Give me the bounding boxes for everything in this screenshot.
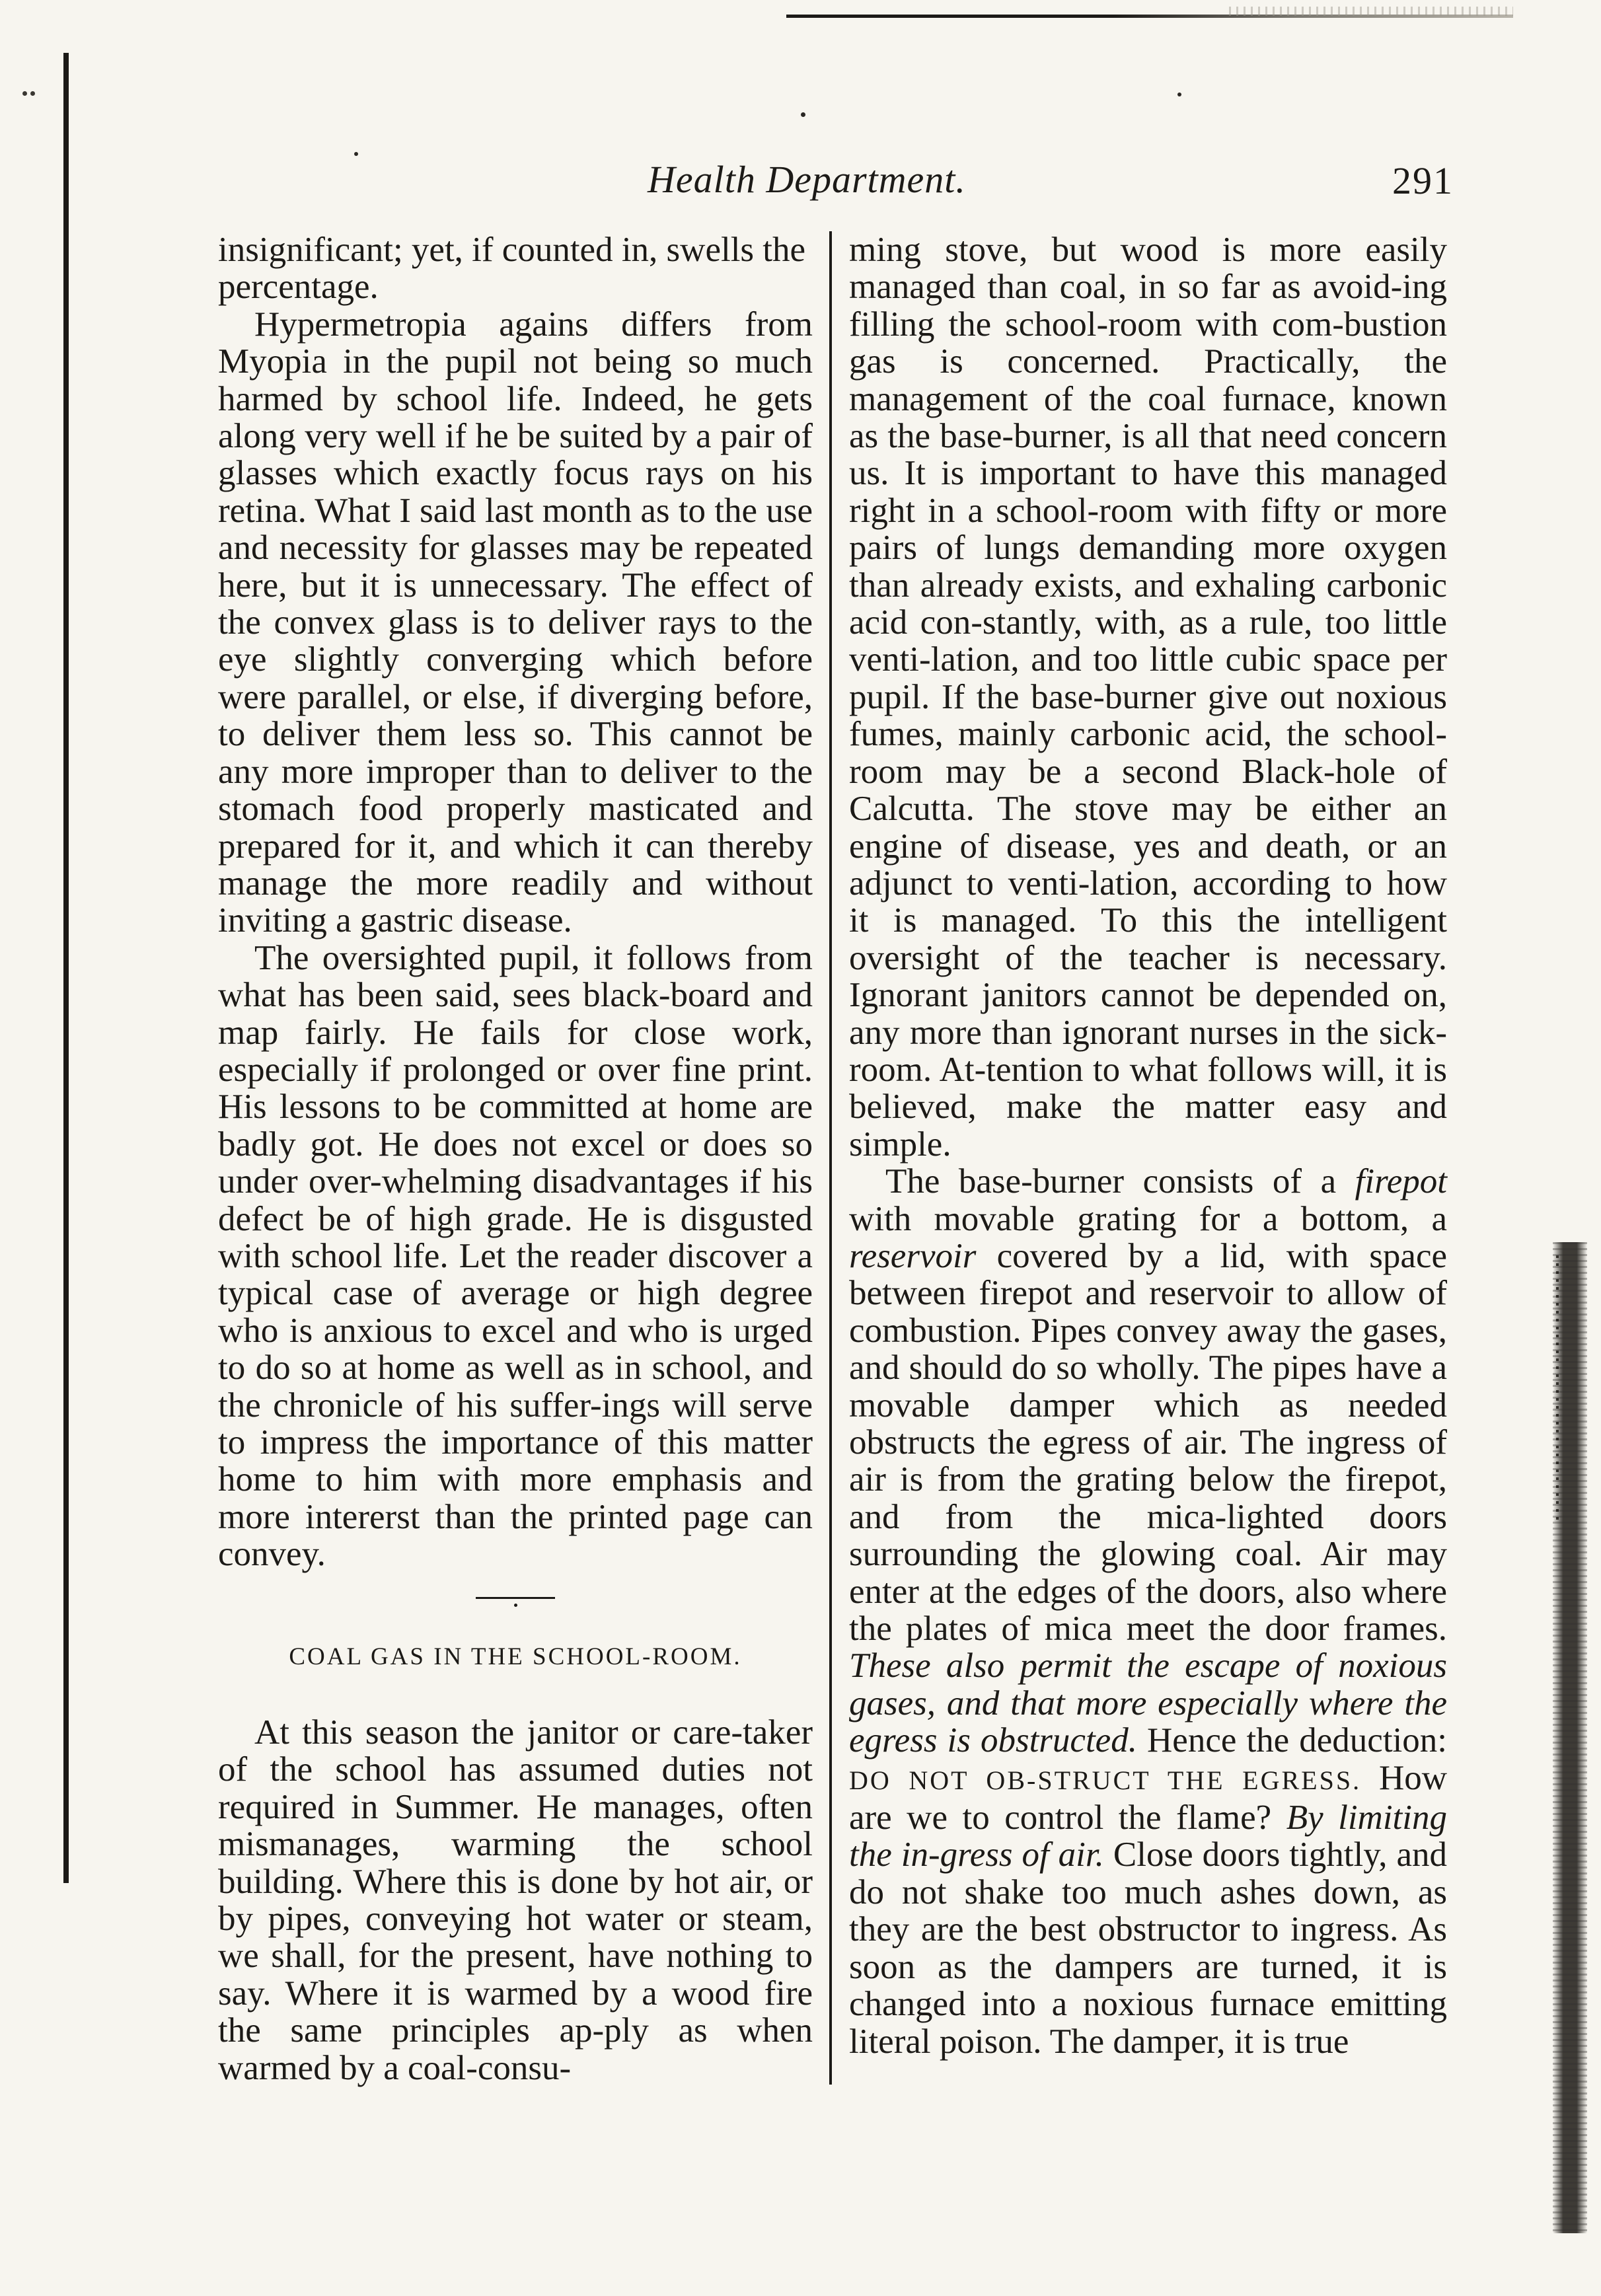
speck <box>354 152 358 156</box>
text-run: Hence the deduction: <box>1147 1721 1447 1760</box>
running-head <box>648 157 1454 217</box>
running-title: Health Department. <box>648 158 966 201</box>
paragraph: The oversighted pupil, it follows from what has been said, sees black-board and map fairly. He fails for close work, especially if prolonged or over fine print. His lessons to be committed at home are badly got. He does not excel or does so under over-whelming disadvantages if his defect be of high grade. He is disgusted with school life. Let the reader discover a typical case of average or high degree who is anxious to excel and who is urged to do so at home as well as in school, and the chronicle of his suffer-ings will serve to impress the importance of this matter home to him with more emphasis and more intererst than the printed page can convey. <box>218 938 813 1574</box>
text-run: How are we to control the flame? <box>849 1758 1447 1837</box>
small-caps-emphasis: DO NOT OB-STRUCT THE EGRESS. <box>849 1765 1362 1795</box>
paragraph <box>849 1163 1447 2060</box>
left-column <box>218 231 813 2087</box>
paragraph: insignificant; yet, if counted in, swells the percentage. <box>218 231 806 307</box>
left-margin-mark <box>22 91 38 103</box>
text-run: Close doors tightly, and do not shake too much ashes down, as they are the best obstructor to ingress. As soon as the dampers are turned, it is changed into a noxious furnace emitting literal poison. The damper, it is true <box>849 1835 1448 2061</box>
text-run: covered by a lid, with space between firepot and reservoir to allow of combustion. Pipes convey away the gases, and should do so wholly. The pipes have a movable damper which as needed obstructs the egress of air. The ingress of air is from the grating below the firepot, and from the mica-lighted doors surrounding the glowing coal. Air may enter at the edges of the doors, also where the plates of mica meet the door frames. <box>849 1236 1447 1648</box>
text-run: with movable grating for a bottom, a <box>849 1199 1447 1238</box>
right-edge-scan-artifact <box>1553 1242 1587 2233</box>
italic-emphasis: By limiting the in-gress of air. <box>849 1798 1448 1874</box>
paragraph: At this season the janitor or care-taker of the school has assumed duties not required in Summer. He manages, often mismanages, warming the school building. Where this is done by hot air, or by pipes, conveying hot water or steam, we shall, for the present, have nothing to say. Where it is warmed by a wood fire the same principles ap-ply as when warmed by a coal-consu- <box>218 1713 813 2087</box>
text-run: The base-burner consists of a <box>885 1162 1337 1201</box>
italic-term-firepot: firepot <box>1355 1162 1447 1201</box>
page-number: 291 <box>1392 159 1454 202</box>
section-divider <box>476 1597 555 1599</box>
speck <box>801 112 805 117</box>
section-heading: COAL GAS IN THE SCHOOL-ROOM. <box>289 1643 742 1670</box>
paragraph: Hypermetropia agains differs from Myopia in the pupil not being so much harmed by school life. Indeed, he gets along very well if he be suited by a pair of glasses which exactly focus rays on his retina. What I said last month as to the use and necessity for glasses may be repeated here, but it is unnecessary. The effect of the convex glass is to deliver rays to the eye slightly converging which before were parallel, or else, if diverging before, to deliver them less so. This cannot be any more improper than to deliver to the stomach food properly masticated and prepared for it, and which it can thereby manage the more readily and without inviting a gastric disease. <box>218 305 813 940</box>
italic-term-reservoir: reservoir <box>849 1236 977 1275</box>
paragraph: ming stove, but wood is more easily managed than coal, in so far as avoid-ing filling the school-room with com-bustion gas is concerned. Practically, the management of the coal furnace, known as the base-burner, is all that need concern us. It is important to have this managed right in a school-room with fifty or more pairs of lungs demanding more oxygen than already exists, and exhaling carbonic acid con-stantly, with, as a rule, too little venti-lation, and too little cubic space per pupil. If the base-burner give out noxious fumes, mainly carbonic acid, the school-room may be a second Black-hole of Calcutta. The stove may be either an engine of disease, yes and death, or an adjunct to venti-lation, according to how it is managed. To this the intelligent oversight of the teacher is necessary. Ignorant janitors cannot be depended on, any more than ignorant nurses in the sick-room. At-tention to what follows will, it is believed, make the matter easy and simple. <box>849 231 1447 1164</box>
speck <box>1177 93 1181 96</box>
left-margin-bar <box>63 53 69 1883</box>
italic-emphasis: These also permit the escape of noxious gases, and that more especially where the egress is obstructed. <box>849 1647 1447 1760</box>
right-column <box>849 231 1447 2060</box>
top-rule-texture <box>1229 7 1513 16</box>
column-divider <box>829 231 832 2085</box>
